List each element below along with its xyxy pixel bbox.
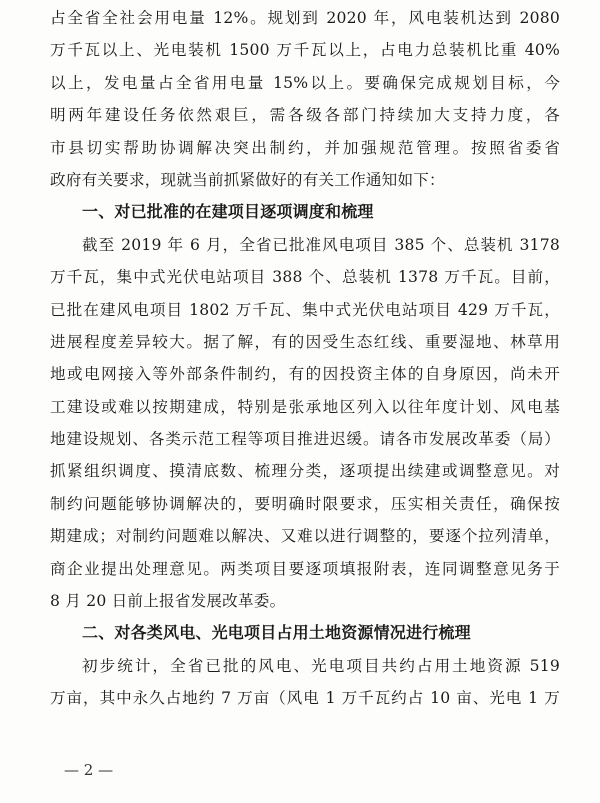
text-line: 地建设规划、各类示范工程等项目推进迟缓。请各市发展改革委（局） (50, 430, 560, 449)
text-line: 期建成；对制约问题难以解决、又难以进行调整的，要逐个拉列清单， (50, 527, 560, 546)
text-line: 明两年建设任务依然艰巨，需各级各部门持续加大支持力度，各 (50, 106, 560, 125)
text-line: 地或电网接入等外部条件制约，有的因投资主体的自身原因，尚未开 (50, 365, 560, 384)
text-line: 制约问题能够协调解决的，要明确时限要求，压实相关责任，确保按 (50, 494, 560, 513)
section-heading-2: 二、对各类风电、光电项目占用土地资源情况进行梳理 (82, 623, 471, 643)
text-line: 抓紧组织调度、摸清底数、梳理分类，逐项提出续建或调整意见。对 (50, 462, 560, 481)
text-line: 政府有关要求，现就当前抓紧做好的有关工作通知如下： (50, 170, 445, 189)
text-line: 万亩，其中永久占地约 7 万亩（风电 1 万千瓦约占 10 亩、光电 1 万 (50, 689, 560, 708)
text-line: 以上，发电量占全省用电量 15%以上。要确保完成规划目标，今 (50, 73, 560, 92)
text-line: 已批在建风电项目 1802 万千瓦、集中式光伏电站项目 429 万千瓦， (50, 300, 560, 319)
text-line: 市县切实帮助协调解决突出制约，并加强规范管理。按照省委省 (50, 138, 560, 157)
document-body (50, 2, 560, 715)
text-line: 进展程度差异较大。据了解，有的因受生态红线、重要湿地、林草用 (50, 332, 560, 351)
page-number: — 2 — (64, 761, 114, 779)
text-line: 截至 2019 年 6 月，全省已批准风电项目 385 个、总装机 3178 (82, 235, 560, 254)
text-line: 万千瓦，集中式光伏电站项目 388 个、总装机 1378 万千瓦。目前， (50, 268, 560, 287)
text-line: 占全省全社会用电量 12%。规划到 2020 年，风电装机达到 2080 (50, 9, 560, 27)
text-line: 初步统计，全省已批的风电、光电项目共约占用土地资源 519 (82, 656, 560, 675)
section-heading-1: 一、对已批准的在建项目逐项调度和梳理 (82, 202, 374, 222)
text-line: 工建设或难以按期建成，特别是张承地区列入以往年度计划、风电基 (50, 397, 560, 416)
text-line: 商企业提出处理意见。两类项目要逐项填报附表，连同调整意见务于 (50, 559, 560, 578)
text-line: 万千瓦以上、光电装机 1500 万千瓦以上，占电力总装机比重 40% (50, 41, 560, 60)
text-line: 8 月 20 日前上报省发展改革委。 (50, 592, 286, 611)
